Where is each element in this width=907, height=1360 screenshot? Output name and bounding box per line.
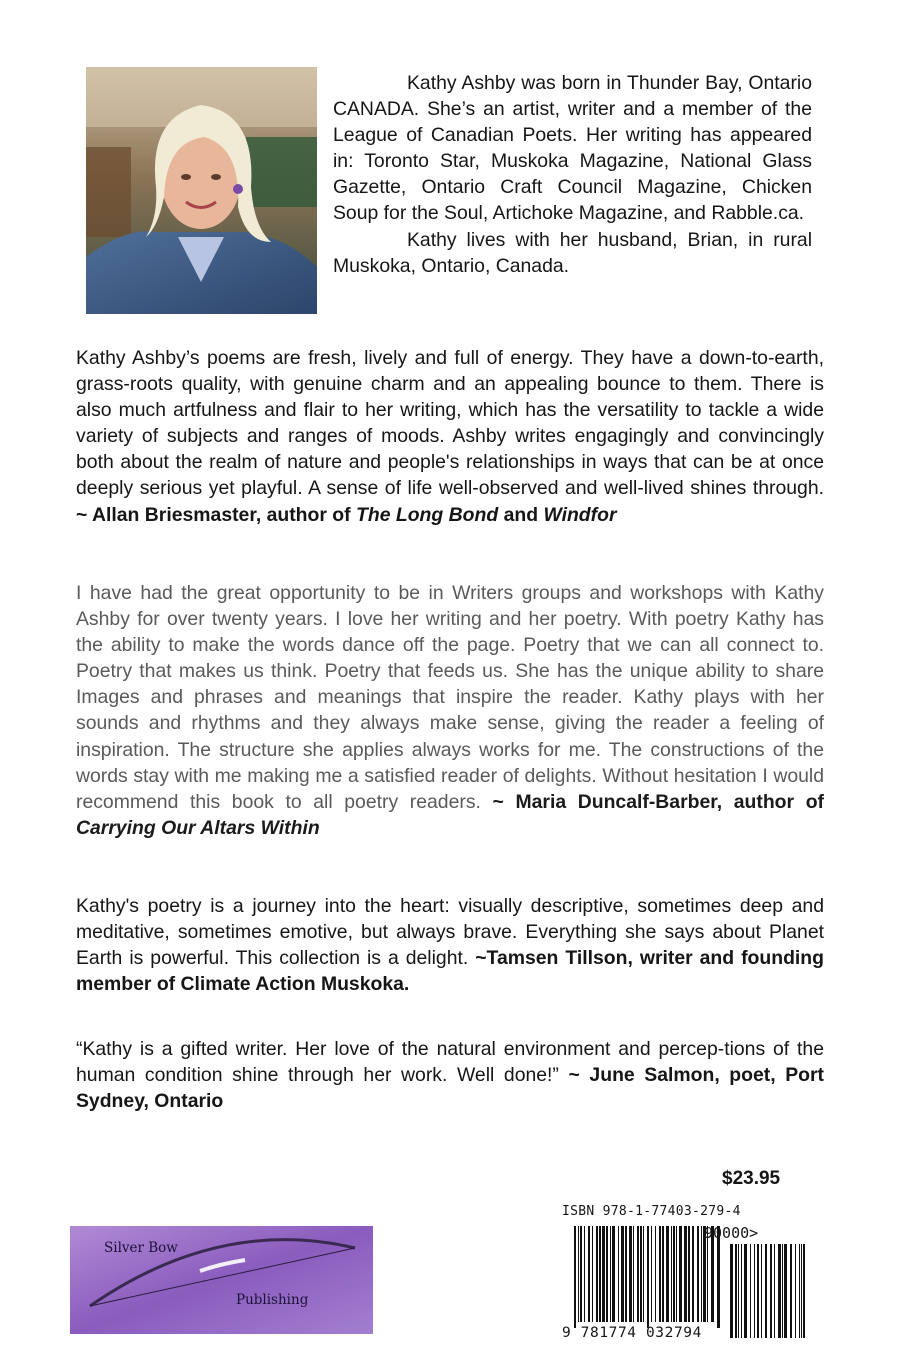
price: $23.95	[722, 1168, 781, 1189]
blurb-text: “Kathy is a gifted writer. Her love of the natural environment and percep-tions of the human condition shine through her work. Well done!”	[76, 1038, 824, 1087]
blurb-salmon	[76, 1036, 824, 1114]
book-title: The Long Bond	[356, 503, 499, 526]
bio-paragraph-1: Kathy Ashby was born in Thunder Bay, Ontario CANADA. She’s an artist, writer and a member of the League of Canadian Poets. Her writing has appeared in: Toronto Star, Muskoka Magazine, National Glass Gazette, Ontario Craft Council Magazine, Chicken Soup for the Soul, Artichoke Magazine, and Rabble.ca.	[333, 72, 812, 225]
bio-paragraph-2: Kathy lives with her husband, Brian, in rural Muskoka, Ontario, Canada.	[333, 228, 812, 277]
isbn-label: ISBN 978-1-77403-279-4	[562, 1204, 741, 1219]
blurb-text: I have had the great opportunity to be in Writers groups and workshops with Kathy Ashby for over twenty years. I love her writing and her poetry. With poetry Kathy has the ability to make the words dance off the page. Poetry that we can all connect to. Poetry that makes us think. Poetry that feeds us. She has the unique ability to share Images and phrases and meanings that inspire the reader. Kathy plays with her sounds and rhythms and they always make sense, giving the reader a feeling of inspiration. The structure she applies always works for me. The constructions of the words stay with me making me a satisfied reader of delights. Without hesitation I would recommend this book to all poetry readers.	[76, 582, 824, 813]
isbn-barcode	[562, 1204, 812, 1344]
blurb-text: Kathy Ashby’s poems are fresh, lively and full of energy. They have a down-to-earth, grass-roots quality, with genuine charm and an appealing bounce to them. There is also much artfulness and flair to her writing, which has the versatility to tackle a wide variety of subjects and ranges of moods. Ashby writes engagingly and convincingly both about the realm of nature and people's relationships in ways that can be at once deeply serious yet playful. A sense of life well-observed and well-lived shines through.	[76, 347, 824, 500]
blurb-attribution: ~ June Salmon, poet, Port Sydney, Ontario	[76, 1064, 825, 1113]
blurb-duncalf-barber	[76, 580, 824, 841]
author-photo	[86, 67, 317, 314]
book-title: Windfor	[543, 503, 617, 526]
barcode-bars	[562, 1204, 812, 1344]
blurb-attribution: ~Tamsen Tillson, writer and founding member of Climate Action Muskoka.	[76, 947, 824, 996]
publisher-name-line2: Publishing	[236, 1292, 309, 1308]
book-title: Carrying Our Altars Within	[76, 816, 320, 839]
blurb-tillson	[76, 893, 824, 997]
author-bio	[333, 70, 812, 279]
blurb-briesmaster	[76, 345, 824, 528]
ean-number: 9 781774 032794	[562, 1325, 702, 1341]
addon-code: 90000>	[704, 1224, 759, 1242]
publisher-logo	[70, 1226, 373, 1334]
blurb-attribution: ~ Allan Briesmaster, author of The Long Bond and Windfor	[76, 503, 617, 526]
publisher-name-line1: Silver Bow	[104, 1240, 178, 1256]
blurb-attribution: ~ Maria Duncalf-Barber, author of Carrying Our Altars Within	[76, 790, 824, 839]
blurb-text: Kathy's poetry is a journey into the heart: visually descriptive, sometimes deep and meditative, sometimes emotive, but always brave. Everything she says about Planet Earth is powerful. This collection is a delight.	[76, 895, 824, 970]
